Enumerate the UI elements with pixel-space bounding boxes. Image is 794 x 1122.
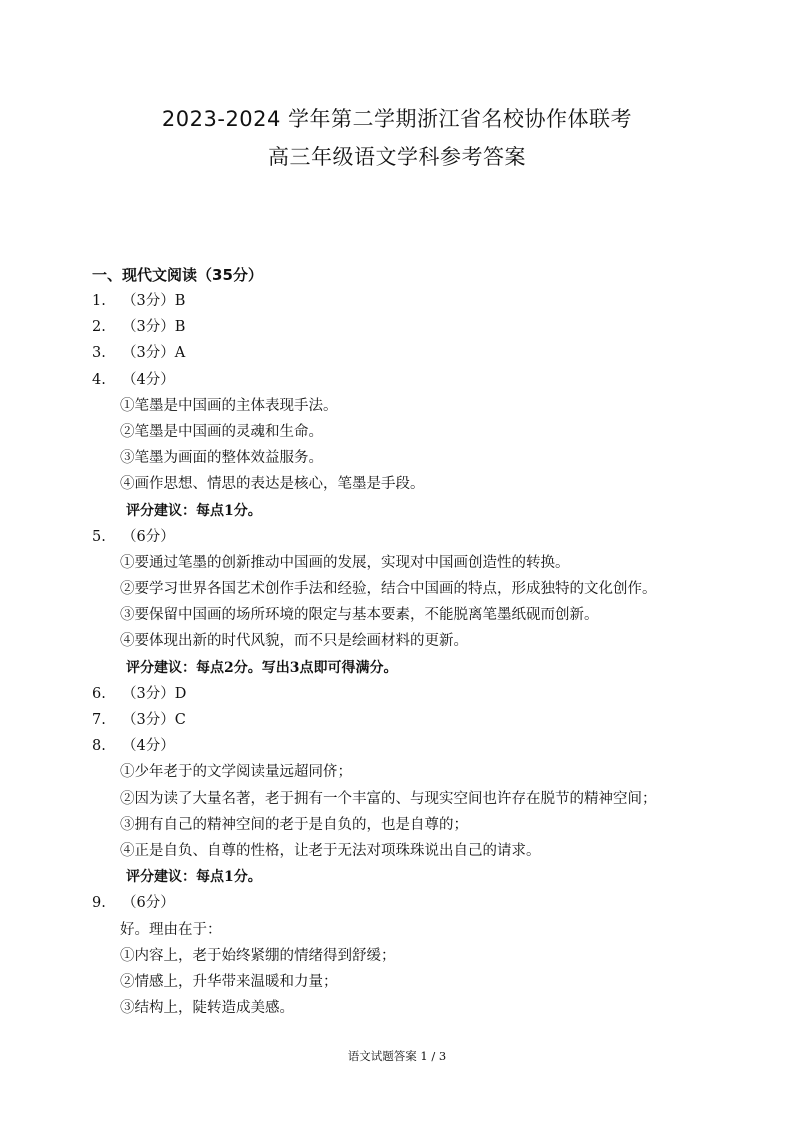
- answer-point: ①笔墨是中国画的主体表现手法。: [120, 397, 338, 414]
- question-number: 2.: [92, 319, 106, 336]
- question-item: [92, 733, 732, 759]
- answer-point: ④画作思想、情思的表达是核心，笔墨是手段。: [120, 476, 425, 493]
- question-score: （3分）B: [122, 319, 186, 336]
- question-item: [92, 681, 732, 707]
- scoring-note: 评分建议：每点2分。写出3点即可得满分。: [126, 659, 398, 676]
- answer-point: ③结构上，陡转造成美感。: [120, 1000, 294, 1017]
- question-item: [92, 890, 732, 916]
- question-number: 8.: [92, 738, 106, 755]
- answer-point: ③笔墨为画面的整体效益服务。: [120, 450, 323, 467]
- answer-point: ②因为读了大量名著，老于拥有一个丰富的、与现实空间也许存在脱节的精神空间；: [120, 790, 657, 807]
- question-item: [92, 288, 732, 314]
- question-number: 7.: [92, 712, 106, 728]
- answer-point: ②笔墨是中国画的灵魂和生命。: [120, 423, 323, 440]
- question-number: 6.: [92, 685, 106, 702]
- answer-point: ①要通过笔墨的创新推动中国画的发展，实现对中国画创造性的转换。: [120, 554, 570, 571]
- answer-content: [92, 262, 732, 1021]
- answer-point: ③拥有自己的精神空间的老于是自负的，也是自尊的；: [120, 816, 468, 833]
- answer-point: ④正是自负、自尊的性格，让老于无法对项珠珠说出自己的请求。: [120, 842, 541, 859]
- question-item: [92, 340, 732, 366]
- scoring-note: 评分建议：每点1分。: [126, 502, 262, 519]
- answer-point: ②情感上，升华带来温暖和力量；: [120, 973, 338, 990]
- question-item: [92, 314, 732, 340]
- page-title-line2: 高三年级语文学科参考答案: [268, 145, 526, 169]
- question-number: 4.: [92, 371, 106, 388]
- answer-point: ②要学习世界各国艺术创作手法和经验，结合中国画的特点，形成独特的文化创作。: [120, 581, 657, 598]
- scoring-note: 评分建议：每点1分。: [126, 869, 262, 886]
- question-item: [92, 707, 732, 733]
- question-item: [92, 367, 732, 393]
- question-number: 9.: [92, 895, 106, 912]
- question-score: （3分）B: [122, 293, 186, 309]
- question-number: 3.: [92, 345, 106, 362]
- page-title-line1: 2023-2024 学年第二学期浙江省名校协作体联考: [161, 107, 633, 131]
- answer-point: ③要保留中国画的场所环境的限定与基本要素，不能脱离笔墨纸砚而创新。: [120, 607, 599, 624]
- question-score: （6分）: [122, 895, 175, 912]
- question-score: （4分）: [122, 738, 175, 755]
- question-score: （3分）A: [122, 345, 186, 362]
- question-score: （6分）: [122, 528, 175, 545]
- section-heading: 一、现代文阅读（35分）: [92, 266, 263, 284]
- answer-point: ①内容上，老于始终紧绷的情绪得到舒缓；: [120, 947, 396, 964]
- question-score: （3分）D: [122, 685, 187, 702]
- question-number: 1.: [92, 293, 106, 309]
- question-score: （4分）: [122, 371, 175, 388]
- question-score: （3分）C: [122, 712, 186, 728]
- answer-point: 好。理由在于：: [120, 921, 222, 938]
- question-number: 5.: [92, 528, 106, 545]
- answer-point: ④要体现出新的时代风貌，而不只是绘画材料的更新。: [120, 633, 468, 650]
- question-item: [92, 524, 732, 550]
- answer-point: ①少年老于的文学阅读量远超同侪；: [120, 764, 352, 781]
- page-footer: 语文试题答案 1 / 3: [347, 1049, 447, 1063]
